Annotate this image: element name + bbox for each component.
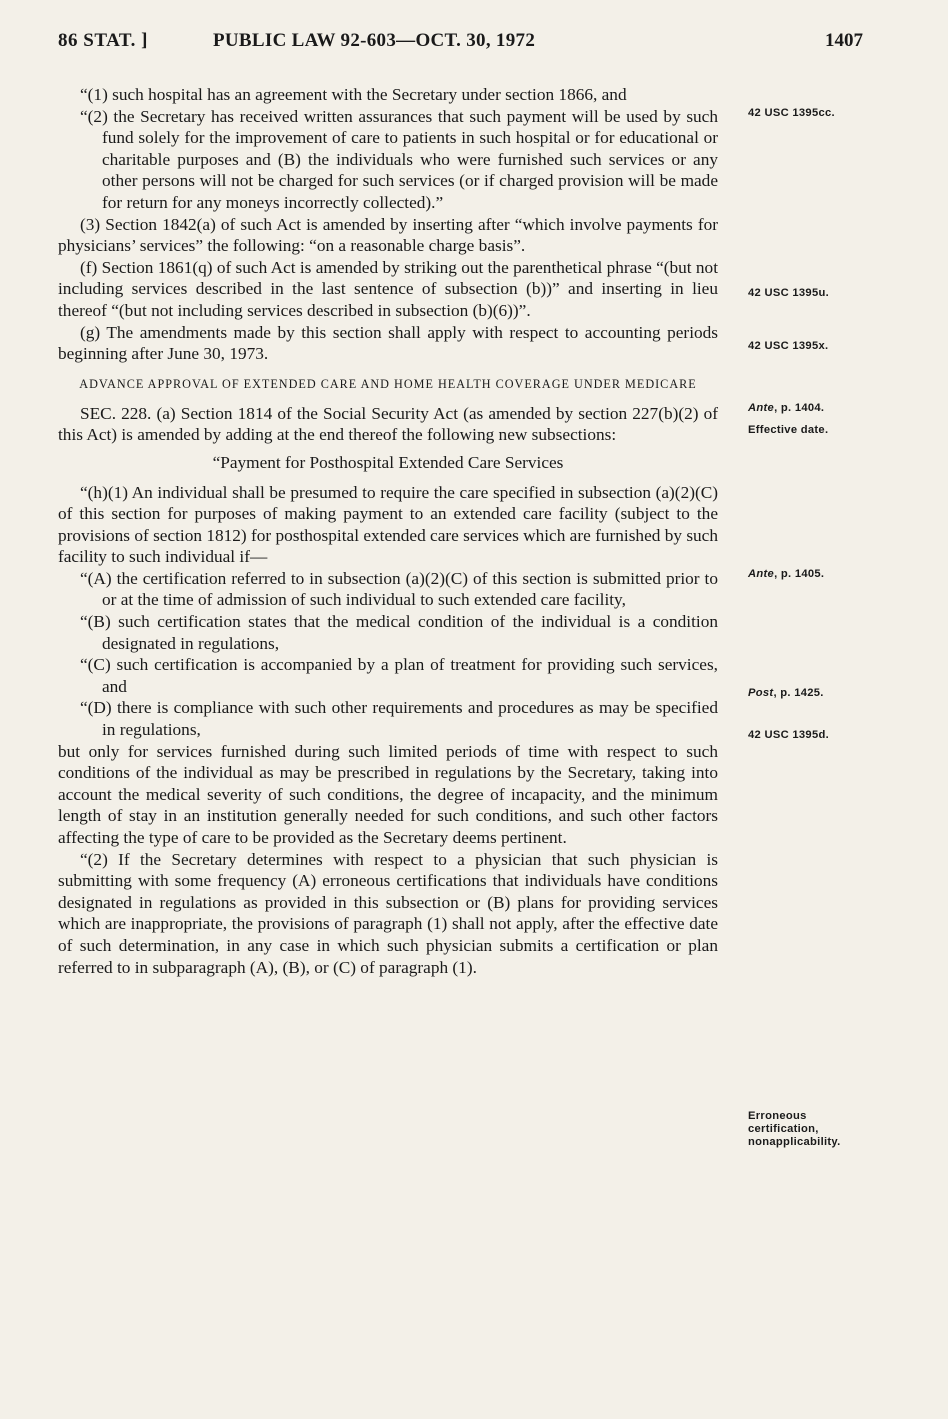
margin-note-1395cc: 42 USC 1395cc. — [748, 107, 835, 119]
ante-page-2: , p. 1405. — [774, 568, 825, 580]
margin-note-effective-date: Effective date. — [748, 424, 829, 436]
ante-page-1: , p. 1404. — [774, 402, 825, 414]
paragraph-2: “(2) the Secretary has received written assurances that such payment will be used by such fund solely for the improvement of care to patients in such hospital or for educational or charitable purposes and (B) the individuals who were furnished such services or any other persons will not be charged for such services (or if charged provision will be made for return for any moneys incorrectly collected).” — [80, 106, 718, 212]
subsection-heading: “Payment for Posthospital Extended Care Services — [212, 452, 564, 472]
margin-note-1395d: 42 USC 1395d. — [748, 729, 830, 741]
paragraph-6: SEC. 228. (a) Section 1814 of the Social Security Act (as amended by section 227(b)(2) of this Act) is amended by adding at the end thereof the following new subsections: — [58, 403, 718, 445]
paragraph-1: “(1) such hospital has an agreement with the Secretary under section 1866, and — [80, 85, 627, 104]
stat-reference: 86 STAT. ] — [58, 30, 148, 51]
margin-note-1395x: 42 USC 1395x. — [748, 340, 829, 352]
margin-note-1395u: 42 USC 1395u. — [748, 287, 830, 299]
clause-c: “(C) such certification is accompanied by a plan of treatment for providing such services, and — [80, 655, 718, 696]
clause-d: “(D) there is compliance with such other requirements and procedures as may be specified in regulations, — [80, 698, 718, 740]
margin-note-ante-1405 — [748, 568, 878, 581]
page-title: PUBLIC LAW 92-603—OCT. 30, 1972 — [213, 30, 536, 51]
paragraph-9: “(2) If the Secretary determines with respect to a physician that such physician is submitting with some frequency (A) erroneous certifications that individuals have conditions designated in regulations as provided in this subsection or (B) plans for providing services which are inappropriate, the provisions of paragraph (1) shall not apply, after the effective date of such determination, in any case in which such physician submits a certification or plan referred to in subparagraph (A), (B), or (C) of paragraph (1). — [58, 849, 718, 977]
margin-note-ante-1404 — [748, 402, 878, 415]
post-ref: Post — [748, 687, 774, 699]
paragraph-7: “(h)(1) An individual shall be presumed to require the care specified in subsection (a)(2)(C) of this section for purposes of making payment to an extended care facility (subject to the provisions of section 1812) for posthospital extended care services which are furnished by such facility to such individual if— — [58, 482, 718, 567]
page-header — [58, 30, 863, 60]
clause-b: “(B) such certification states that the medical condition of the individual is a condition designated in regulations, — [80, 612, 718, 653]
page-number: 1407 — [825, 30, 863, 51]
paragraph-8: but only for services furnished during such limited periods of time with respect to such conditions of the individual as may be prescribed in regulations by the Secretary, taking into account the medical severity of such conditions, the degree of incapacity, and the minimum length of stay in an institution generally needed for such conditions, and such other factors affecting the type of care to be provided as the Secretary deems pertinent. — [58, 741, 718, 847]
body-text — [58, 84, 718, 978]
ante-ref-2: Ante — [748, 568, 775, 580]
ante-ref-1: Ante — [748, 402, 775, 414]
margin-note-post-1425 — [748, 687, 878, 700]
paragraph-5: (g) The amendments made by this section shall apply with respect to accounting periods beginning after June 30, 1973. — [58, 322, 718, 364]
clause-a: “(A) the certification referred to in subsection (a)(2)(C) of this section is submitted prior to or at the time of admission of such individual to such extended care facility, — [80, 568, 718, 610]
paragraph-4: (f) Section 1861(q) of such Act is amended by striking out the parenthetical phrase “(but not including services described in the last sentence of subsection (b))” and inserting in lieu thereof “(but not including services described in subsection (b)(6))”. — [58, 257, 718, 320]
margin-note-erroneous-certification: Erroneous certification, nonapplicability. — [748, 1110, 841, 1148]
section-heading: ADVANCE APPROVAL OF EXTENDED CARE AND HOME HEALTH COVERAGE UNDER MEDICARE — [79, 376, 697, 391]
paragraph-3: (3) Section 1842(a) of such Act is amended by inserting after “which involve payments for physicians’ services” the following: “on a reasonable charge basis”. — [58, 214, 718, 256]
post-page: , p. 1425. — [773, 687, 824, 699]
